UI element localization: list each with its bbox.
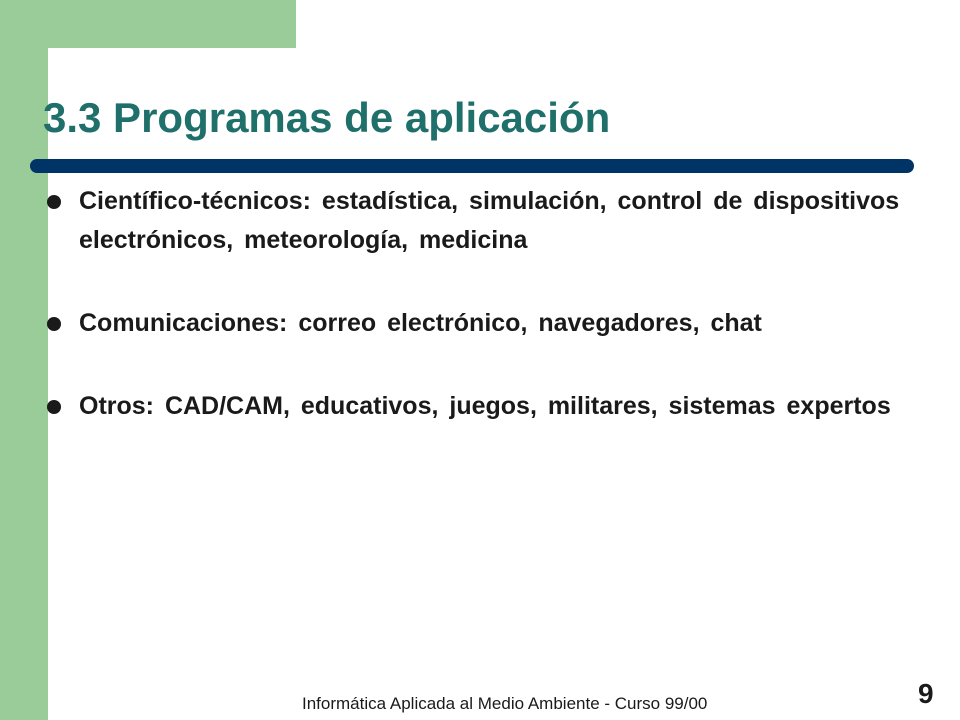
bullet-icon <box>47 195 61 209</box>
bullet-text: Comunicaciones: correo electrónico, navegadores, chat <box>79 309 762 337</box>
accent-bar-left <box>0 0 48 720</box>
bullet-icon <box>47 317 61 331</box>
title-underline-rule <box>30 159 914 173</box>
bullet-text: Otros: CAD/CAM, educativos, juegos, militares, sistemas expertos <box>79 392 891 420</box>
bullet-icon <box>47 400 61 414</box>
page-number: 9 <box>918 678 934 709</box>
bullet-item <box>46 387 916 426</box>
bullet-item <box>46 182 916 260</box>
bullet-text: Científico-técnicos: estadística, simulación, control de dispositivos electrónicos, meteorología, medicina <box>79 187 900 254</box>
footer-text: Informática Aplicada al Medio Ambiente - Curso 99/00 <box>302 694 708 713</box>
slide-title: 3.3 Programas de aplicación <box>43 94 611 141</box>
bullet-list <box>46 182 916 470</box>
bullet-item <box>46 304 916 343</box>
